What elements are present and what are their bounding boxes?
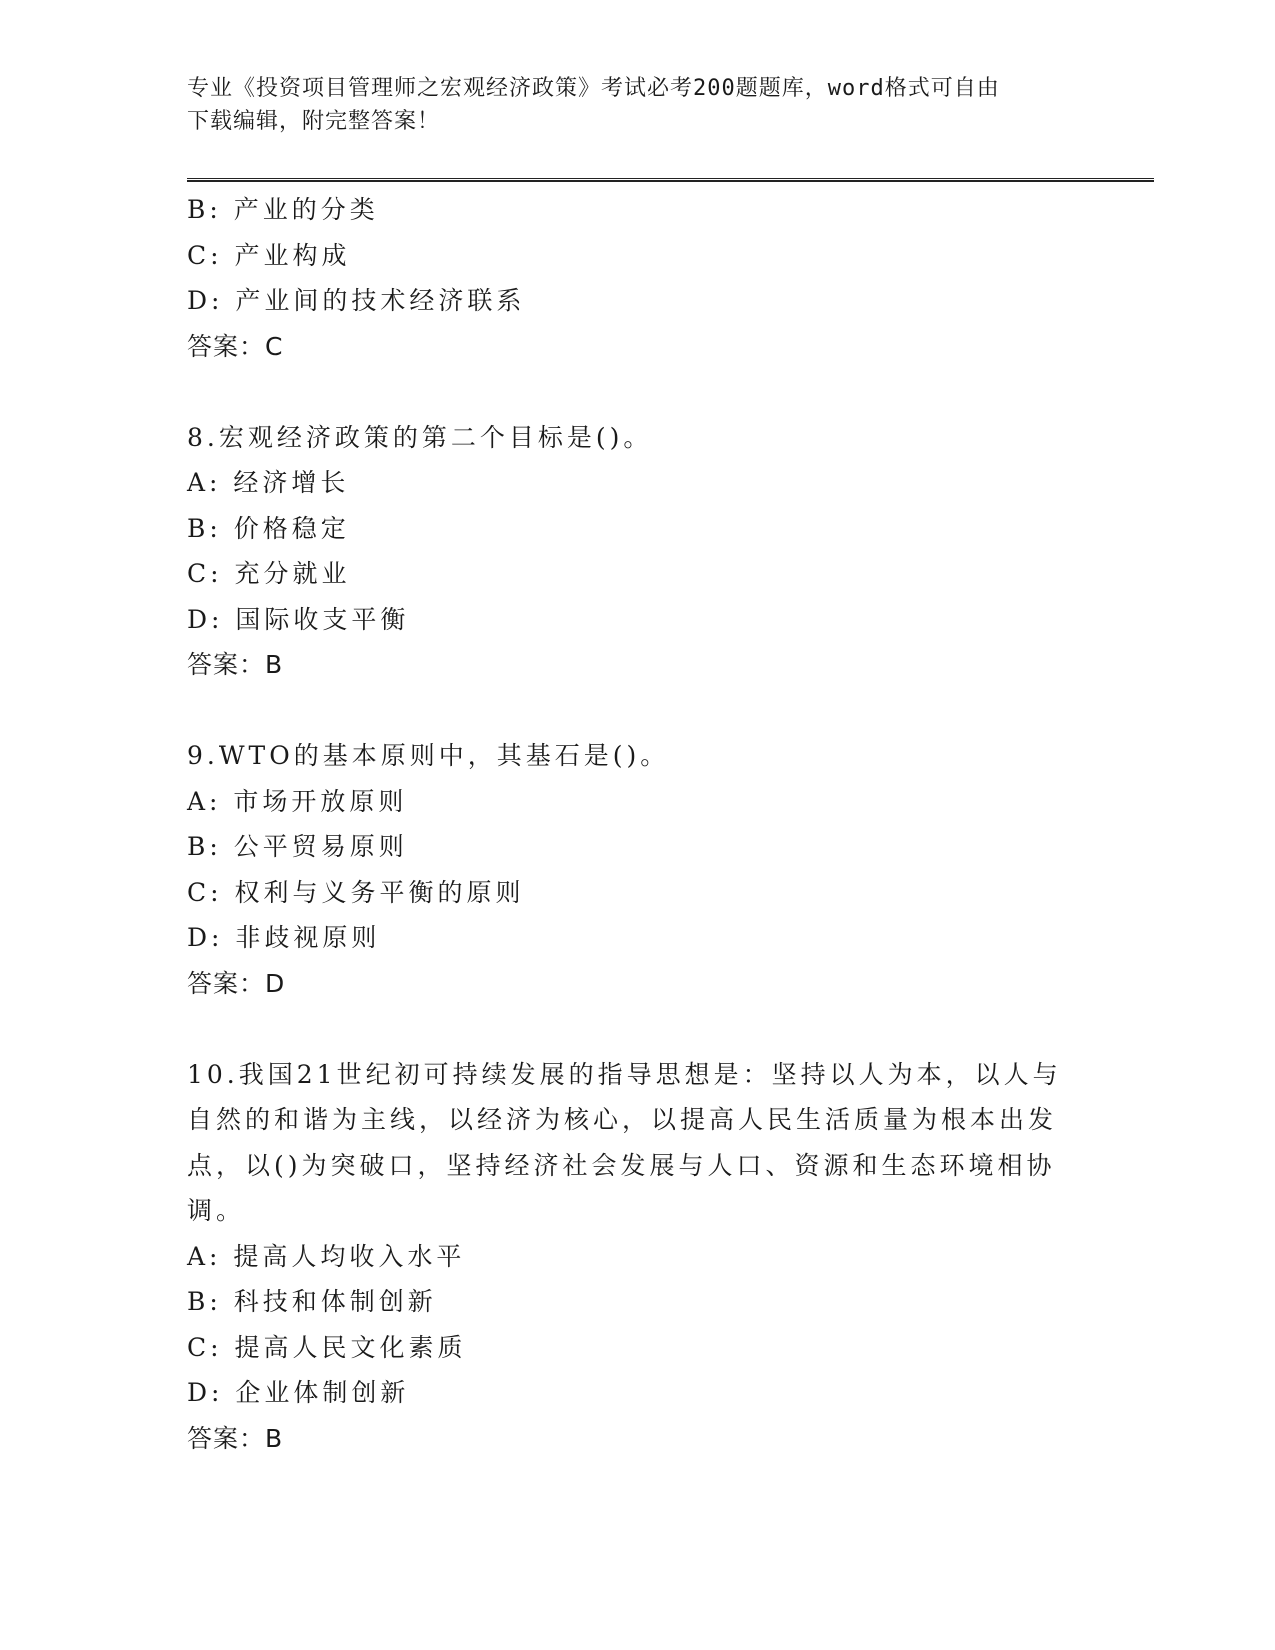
question-list bbox=[187, 187, 1067, 1461]
stem-line-1: 10.我国21世纪初可持续发展的指导思想是：坚持以人为本，以人与 bbox=[187, 1059, 1062, 1089]
answer: 答案：B bbox=[187, 1423, 284, 1453]
answer: 答案：C bbox=[187, 331, 284, 361]
option-c: C: 产业构成 bbox=[187, 240, 351, 270]
header-line-1: 专业《投资项目管理师之宏观经济政策》考试必考200题题库，word格式可自由 bbox=[187, 76, 1000, 101]
option-d: D: 国际收支平衡 bbox=[187, 604, 410, 634]
question-stem bbox=[187, 1052, 1067, 1234]
option-c: C: 充分就业 bbox=[187, 559, 351, 588]
option-c: C: 权利与义务平衡的原则 bbox=[187, 877, 525, 907]
question-10 bbox=[187, 1052, 1067, 1462]
spacer bbox=[187, 1006, 1067, 1052]
answer: 答案：B bbox=[187, 650, 284, 679]
option-b: B: 公平贸易原则 bbox=[187, 832, 408, 861]
stem-line-4: 调。 bbox=[187, 1196, 246, 1225]
stem-line-3: 点，以()为突破口，坚持经济社会发展与人口、资源和生态环境相协 bbox=[187, 1150, 1056, 1180]
option-a: A: 提高人均收入水平 bbox=[187, 1241, 466, 1271]
option-c: C: 提高人民文化素质 bbox=[187, 1332, 467, 1362]
answer: 答案：D bbox=[187, 968, 286, 998]
header-divider bbox=[187, 178, 1154, 182]
question-8 bbox=[187, 415, 1067, 688]
stem-line-2: 自然的和谐为主线，以经济为核心，以提高人民生活质量为根本出发 bbox=[187, 1105, 1058, 1134]
document-header bbox=[187, 72, 1067, 138]
question-stem: 8.宏观经济政策的第二个目标是()。 bbox=[187, 422, 653, 452]
option-a: A: 经济增长 bbox=[187, 468, 350, 497]
spacer bbox=[187, 688, 1067, 734]
spacer bbox=[187, 369, 1067, 415]
question-9 bbox=[187, 733, 1067, 1006]
option-d: D: 产业间的技术经济联系 bbox=[187, 286, 526, 315]
option-a: A: 市场开放原则 bbox=[187, 786, 408, 816]
option-b: B: 产业的分类 bbox=[187, 195, 379, 224]
option-b: B: 科技和体制创新 bbox=[187, 1287, 437, 1316]
option-b: B: 价格稳定 bbox=[187, 513, 350, 543]
header-line-2: 下载编辑，附完整答案！ bbox=[187, 109, 441, 134]
option-d: D: 企业体制创新 bbox=[187, 1378, 410, 1407]
question-7-tail bbox=[187, 187, 1067, 369]
option-d: D: 非歧视原则 bbox=[187, 923, 381, 952]
question-stem: 9.WTO的基本原则中，其基石是()。 bbox=[187, 741, 670, 770]
